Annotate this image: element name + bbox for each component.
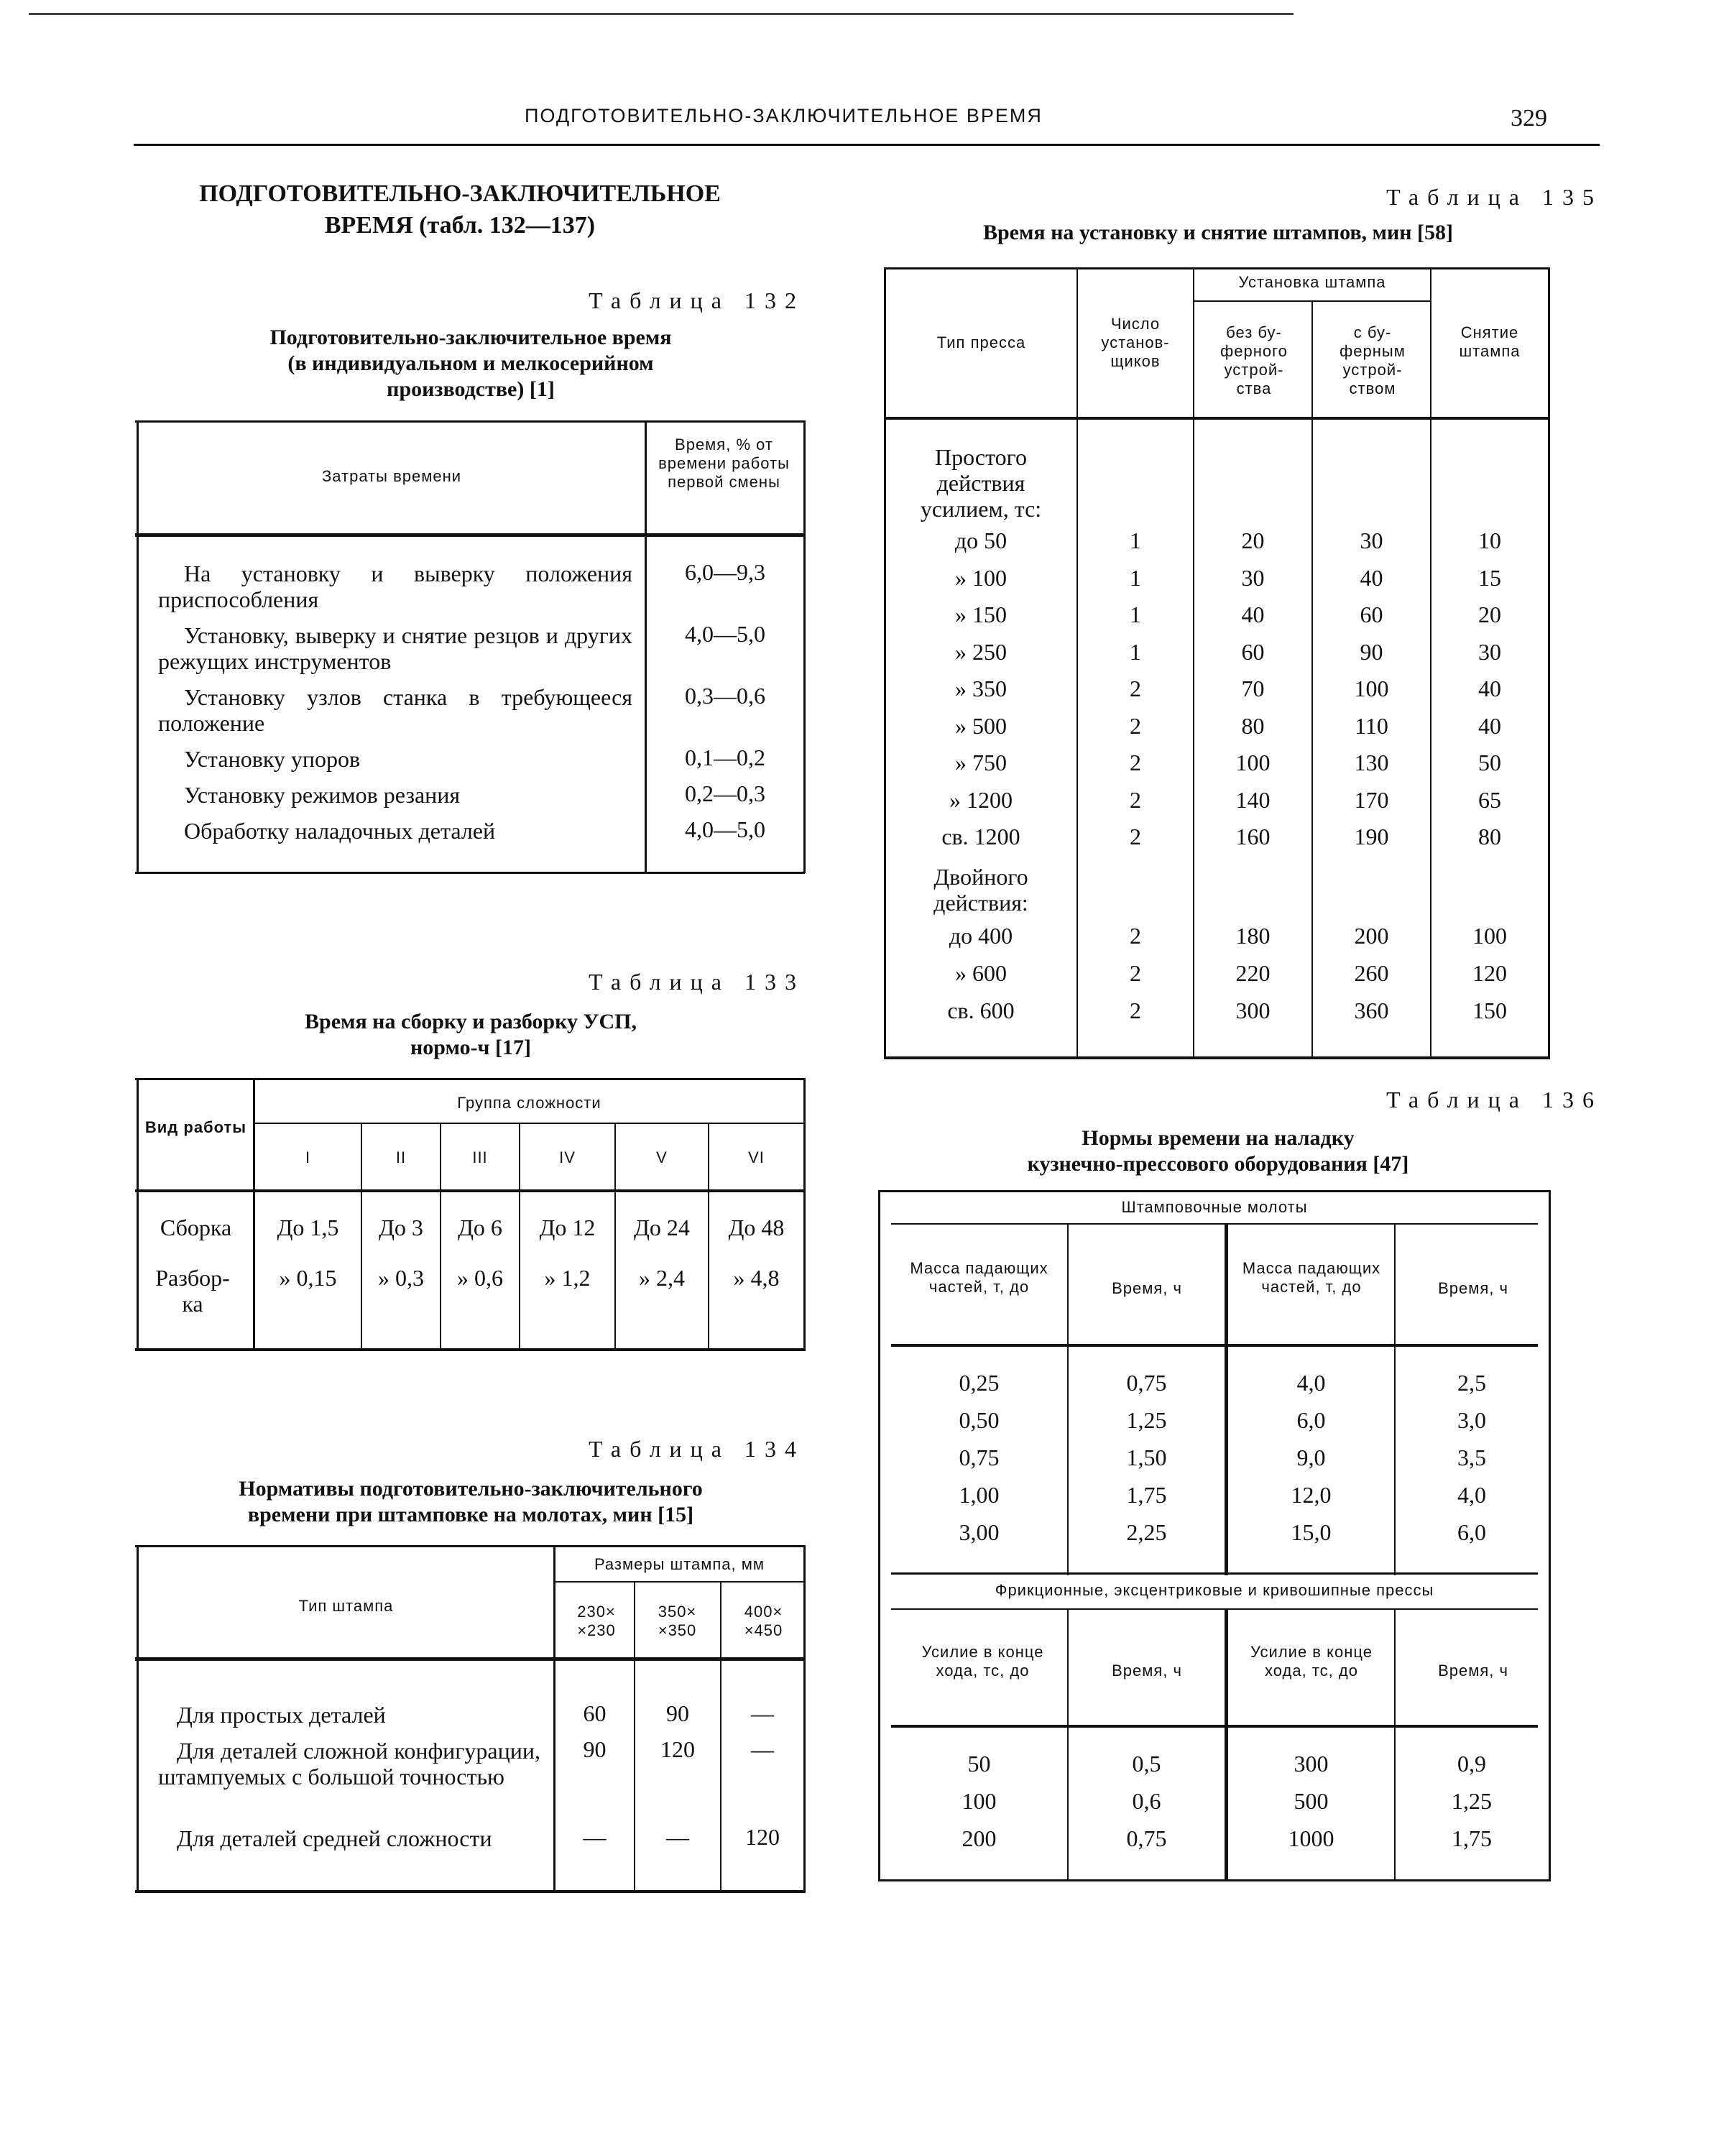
t134-row-3-v3: 120 [745,1824,780,1850]
t135-simple-row-4-c: 30 [1478,638,1501,665]
t135-group1-label: Простого действия усилием, тс: [920,444,1042,522]
t136-sec2-col-3: Усилие в конце хода, тс, до [1250,1643,1373,1680]
t133-row-1-v4: До 12 [539,1215,596,1240]
t134-title [137,1476,805,1528]
t135-simple-row-4-a: 60 [1241,638,1265,665]
t135-simple-row-6-c: 40 [1478,712,1501,739]
top-edge-rule [29,13,1294,15]
t133-group-6: VI [748,1148,765,1166]
t135-simple-row-1-b: 30 [1360,528,1383,553]
t133-row-1-v1: До 1,5 [277,1215,339,1240]
t136-sec2-row-2-col-2: 0,6 [1132,1788,1161,1814]
t132-title-line1: Подготовительно-заключительное время [269,326,672,349]
t135-simple-row-7-b: 130 [1354,750,1389,775]
section-title [137,178,783,241]
t136-title-line2: кузнечно-прессового оборудования [47] [1027,1152,1409,1176]
t136-sec2-row-3-col-2: 0,75 [1126,1825,1167,1851]
t135-header-install-group: Установка штампа [1238,273,1386,291]
t132-row-4-item: Установку упоров [184,746,361,772]
t135-group2-label: Двойного действия: [933,864,1028,916]
t135-simple-row-8-c: 65 [1478,786,1501,813]
t135-simple-row-9-b: 190 [1354,824,1389,849]
t132-row-1-item: На установку и выверку положения приспособления [158,561,632,612]
t134-size-3: 400× ×450 [744,1603,783,1639]
t136-sec1-row-5-col-4: 6,0 [1457,1519,1486,1545]
t133-row-2-v4: » 1,2 [544,1265,591,1291]
t136-sec2-col-4: Время, ч [1438,1662,1508,1680]
section-title-line1: ПОДГОТОВИТЕЛЬНО-ЗАКЛЮЧИТЕЛЬНОЕ [199,180,721,207]
t134-group-header: Размеры штампа, мм [594,1555,765,1573]
t133-row-1-v5: До 24 [634,1215,690,1240]
t136-sec2-row-1-col-4: 0,9 [1457,1751,1486,1777]
t134-title-line1: Нормативы подготовительно-заключительного [239,1477,703,1501]
section-title-line2: ВРЕМЯ (табл. 132—137) [324,212,596,239]
t135-simple-row-5-c: 40 [1478,676,1501,701]
t136-sec1-row-4-col-3: 12,0 [1291,1482,1332,1508]
t135-simple-row-7-n: 2 [1130,750,1141,775]
t135-header-no-buffer: без бу-ферного устрой-ства [1220,323,1288,397]
t136-sec1-row-2-col-2: 1,25 [1126,1407,1167,1433]
t133-row-1-v2: До 3 [379,1215,423,1240]
t136-sec1-row-2-col-1: 0,50 [959,1407,1000,1433]
t133-col-header-work: Вид работы [144,1118,247,1136]
t135-double-row-2-n: 2 [1130,960,1141,986]
t135-double-row-2-press: » 600 [955,960,1007,986]
t135-label: Таблица 135 [1386,184,1603,210]
t135-double-row-1-b: 200 [1354,923,1389,949]
t135-simple-row-7-press: » 750 [955,750,1007,775]
t135-simple-row-6-n: 2 [1130,712,1141,739]
t133-row-2-v3: » 0,6 [457,1265,503,1291]
t135-header-press-type: Тип пресса [936,333,1026,351]
t134-col-header-type: Тип штампа [298,1597,394,1615]
t136-sec2-row-2-col-4: 1,25 [1452,1788,1492,1814]
t134-row-2-v1: 90 [583,1736,607,1762]
t135-simple-row-7-a: 100 [1235,750,1271,775]
t135-simple-row-2-n: 1 [1130,564,1141,591]
t135-simple-row-3-n: 1 [1130,602,1141,627]
t132-row-4-value: 0,1—0,2 [685,745,765,770]
t136-sec1-row-4-col-2: 1,75 [1126,1482,1167,1508]
t136-sec2-col-2: Время, ч [1112,1662,1182,1680]
t136-sec2-row-2-col-3: 500 [1294,1788,1329,1814]
t135-simple-row-8-b: 170 [1354,786,1389,813]
t136-sec1-row-1-col-2: 0,75 [1126,1370,1167,1396]
t135-simple-row-4-b: 90 [1360,638,1383,665]
t132-row-2-item: Установку, выверку и снятие резцов и других режущих инструментов [158,622,632,674]
t135-header-installers: Число установ-щиков [1101,315,1170,370]
header-rule [134,144,1600,146]
t135-double-row-1-a: 180 [1235,923,1271,949]
t135-simple-row-8-press: » 1200 [949,786,1013,813]
t133-row-1-v6: До 48 [728,1215,785,1240]
t133-title [137,1009,805,1061]
t133-row-2-work: Разбор-ка [155,1265,230,1317]
t136-sec1-row-1-col-3: 4,0 [1296,1370,1326,1396]
t136-sec1-row-2-col-4: 3,0 [1457,1407,1486,1433]
t135-double-row-3-press: св. 600 [947,998,1015,1023]
t132-row-6-value: 4,0—5,0 [685,816,765,842]
t136-sec1-col-4: Время, ч [1438,1279,1508,1297]
t133-group-1: I [305,1148,311,1166]
t132-row-2-value: 4,0—5,0 [685,621,765,647]
t135-simple-row-6-press: » 500 [955,712,1007,739]
t133-label: Таблица 133 [589,969,805,995]
t136-sec1-col-1: Масса падающих частей, т, до [910,1259,1048,1296]
t136-label: Таблица 136 [1386,1087,1603,1112]
t135-double-row-1-press: до 400 [949,923,1013,949]
t135-double-row-3-b: 360 [1354,998,1389,1023]
running-head-title: ПОДГОТОВИТЕЛЬНО-ЗАКЛЮЧИТЕЛЬНОЕ ВРЕМЯ [525,105,1043,126]
t136-sec1-row-4-col-1: 1,00 [959,1482,1000,1508]
t136-sec1-row-1-col-1: 0,25 [959,1370,1000,1396]
t132-row-1-value: 6,0—9,3 [685,559,765,585]
t136-sec1-row-4-col-4: 4,0 [1457,1482,1486,1508]
t135-simple-row-8-a: 140 [1235,786,1271,813]
t136-sec2-header: Фрикционные, эксцентриковые и кривошипные прессы [995,1581,1434,1599]
t133-row-2-v2: » 0,3 [378,1265,424,1291]
t135-simple-row-3-b: 60 [1360,602,1383,627]
t135-simple-row-3-c: 20 [1478,602,1501,627]
t135-simple-row-2-a: 30 [1241,564,1265,591]
t132-label: Таблица 132 [589,287,805,313]
t135-simple-row-1-press: до 50 [954,528,1008,553]
t133-title-line1: Время на сборку и разборку УСП, [305,1010,637,1033]
t133-row-1-v3: До 6 [458,1215,502,1240]
t132-row-5-item: Установку режимов резания [184,782,461,808]
t136-sec1-col-2: Время, ч [1112,1279,1182,1297]
t133-row-2-v5: » 2,4 [639,1265,685,1291]
t135-simple-row-2-b: 40 [1360,564,1383,591]
t135-simple-row-6-a: 80 [1241,712,1265,739]
t135-simple-row-9-c: 80 [1478,824,1501,849]
t134-row-3-v1: — [583,1824,607,1850]
t135-simple-row-7-c: 50 [1478,750,1501,775]
t134-row-1-v2: 90 [666,1700,689,1726]
t134-size-1: 230× ×230 [577,1603,616,1639]
t134-row-1-v1: 60 [583,1700,607,1726]
t134-row-2-type: Для деталей сложной конфигурации, штампуемых с большой точностью [158,1738,540,1789]
t135-title: Время на установку и снятие штампов, мин [58] [982,221,1454,244]
t135-double-row-1-n: 2 [1130,923,1141,949]
t134-row-1-type: Для простых деталей [177,1702,386,1728]
t135-simple-row-3-press: » 150 [955,602,1007,627]
t135-simple-row-4-press: » 250 [955,638,1007,665]
t135-simple-row-1-c: 10 [1478,528,1501,553]
t134-label: Таблица 134 [589,1436,805,1462]
t136-sec1-row-3-col-1: 0,75 [959,1445,1000,1470]
t135-double-row-3-c: 150 [1472,998,1507,1023]
t133-row-1-work: Сборка [160,1215,232,1240]
t134-row-1-v3: — [751,1700,774,1726]
t135-simple-row-3-a: 40 [1241,602,1265,627]
page-number: 329 [1511,105,1547,132]
t136-sec1-row-5-col-2: 2,25 [1126,1519,1167,1545]
t132-row-3-value: 0,3—0,6 [685,683,765,709]
t136-sec2-row-3-col-1: 200 [962,1825,997,1851]
t132-col-header-cost: Затраты времени [321,467,462,485]
t136-title-line1: Нормы времени на наладку [1082,1126,1355,1150]
t133-title-line2: нормо-ч [17] [410,1036,531,1059]
t135-simple-row-5-n: 2 [1130,676,1141,701]
t135-double-row-3-n: 2 [1130,998,1141,1023]
t132-row-6-item: Обработку наладочных деталей [184,818,496,844]
t136-sec2-row-3-col-3: 1000 [1288,1825,1334,1851]
t135-simple-row-8-n: 2 [1130,786,1141,813]
t134-row-3-type: Для деталей средней сложности [177,1825,492,1851]
t133-row-2-v1: » 0,15 [279,1265,337,1291]
t135-simple-row-2-press: » 100 [955,564,1007,591]
t136-sec1-row-3-col-2: 1,50 [1126,1445,1167,1470]
t136-sec1-header: Штамповочные молоты [1121,1198,1308,1216]
t133-row-2-v6: » 4,8 [733,1265,780,1291]
t135-simple-row-1-n: 1 [1130,528,1141,553]
t135-header-removal: Снятие штампа [1459,323,1521,360]
t132-title-line3: производстве) [1] [387,377,555,401]
t134-size-2: 350× ×350 [658,1603,697,1639]
t135-simple-row-5-press: » 350 [955,676,1007,701]
t136-title [884,1125,1552,1177]
t135-simple-row-9-a: 160 [1235,824,1271,849]
t136-sec2-row-1-col-3: 300 [1294,1751,1329,1777]
t136-sec1-row-3-col-4: 3,5 [1457,1445,1486,1470]
t135-double-row-3-a: 300 [1235,998,1271,1023]
t136-sec1-row-2-col-3: 6,0 [1296,1407,1326,1433]
t135-header-with-buffer: с бу-ферным устрой-ством [1340,323,1406,397]
t132-col-header-time: Время, % от времени работы первой смены [658,436,790,491]
t134-row-2-v3: — [751,1736,774,1762]
t135-simple-row-5-a: 70 [1241,676,1265,701]
t133-group-2: II [395,1148,407,1166]
t135-double-row-2-c: 120 [1472,960,1507,986]
t135-double-row-1-c: 100 [1472,923,1507,949]
t133-group-4: IV [559,1148,576,1166]
t135-simple-row-9-n: 2 [1130,824,1141,849]
t135-double-row-2-b: 260 [1354,960,1389,986]
t135-simple-row-1-a: 20 [1241,528,1265,553]
t135-double-row-2-a: 220 [1235,960,1271,986]
t133-group-3: III [472,1148,488,1166]
t134-row-2-v2: 120 [660,1736,695,1762]
t136-sec1-row-3-col-3: 9,0 [1296,1445,1326,1470]
t132-row-5-value: 0,2—0,3 [685,780,765,806]
t135-simple-row-2-c: 15 [1478,564,1501,591]
t136-sec2-row-1-col-2: 0,5 [1132,1751,1161,1777]
t134-row-3-v2: — [666,1824,689,1850]
t135-simple-row-5-b: 100 [1354,676,1389,701]
t136-sec1-row-1-col-4: 2,5 [1457,1370,1486,1396]
t133-group-5: V [656,1148,668,1166]
t135-simple-row-4-n: 1 [1130,638,1141,665]
t132-row-3-item: Установку узлов станка в требующееся положение [158,684,632,736]
t135-simple-row-9-press: св. 1200 [941,824,1020,849]
t136-sec2-row-3-col-4: 1,75 [1452,1825,1492,1851]
t133-group-header: Группа сложности [457,1094,601,1112]
t136-sec2-row-1-col-1: 50 [967,1751,991,1777]
t134-title-line2: времени при штамповке на молотах, мин [15] [247,1503,694,1526]
t132-title-line2: (в индивидуальном и мелкосерийном [287,351,654,375]
t136-sec2-row-2-col-1: 100 [962,1788,997,1814]
t136-sec1-row-5-col-1: 3,00 [959,1519,1000,1545]
t136-sec1-col-3: Масса падающих частей, т, до [1242,1259,1381,1296]
t132-title [137,325,805,402]
t136-sec1-row-5-col-3: 15,0 [1291,1519,1332,1545]
t136-sec2-col-1: Усилие в конце хода, тс, до [921,1643,1044,1680]
t135-simple-row-6-b: 110 [1355,712,1388,739]
